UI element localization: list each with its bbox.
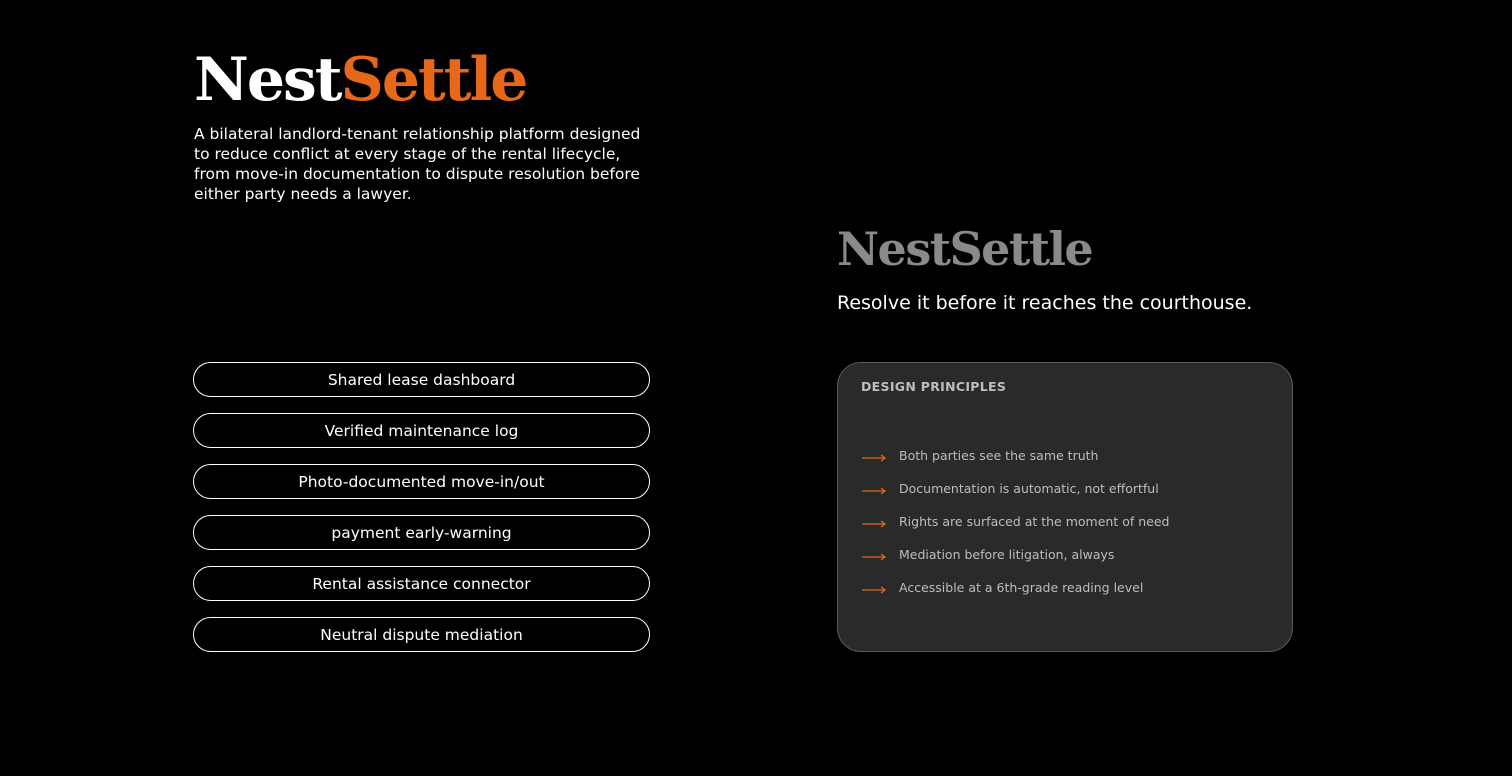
design-principles-card — [837, 362, 1293, 652]
principle-text: Accessible at a 6th-grade reading level — [899, 580, 1144, 595]
feature-pill-shared-lease-dashboard[interactable]: Shared lease dashboard — [193, 362, 650, 397]
principle-item — [861, 505, 1169, 538]
feature-pill-rental-assistance-connector[interactable]: Rental assistance connector — [193, 566, 650, 601]
principle-item — [861, 472, 1169, 505]
feature-pill-neutral-dispute-mediation[interactable]: Neutral dispute mediation — [193, 617, 650, 652]
arrow-right-icon — [861, 482, 889, 496]
arrow-right-icon — [861, 515, 889, 529]
arrow-right-icon — [861, 581, 889, 595]
principle-text: Documentation is automatic, not effortful — [899, 481, 1159, 496]
brand-logo-settle: Settle — [340, 45, 527, 115]
principle-text: Rights are surfaced at the moment of need — [899, 514, 1170, 529]
product-description: A bilateral landlord-tenant relationship platform designed to reduce conflict at every stage of the rental lifecycle, from move-in documentation to dispute resolution before either party needs a lawyer. — [194, 125, 641, 203]
arrow-right-icon — [861, 548, 889, 562]
feature-pill-photo-documented-move[interactable]: Photo-documented move-in/out — [193, 464, 650, 499]
brand-logo — [194, 42, 526, 118]
feature-pill-payment-early-warning[interactable]: payment early-warning — [193, 515, 650, 550]
feature-pill-verified-maintenance-log[interactable]: Verified maintenance log — [193, 413, 650, 448]
principle-item — [861, 439, 1169, 472]
card-title: DESIGN PRINCIPLES — [861, 379, 1007, 394]
brand-tagline: Resolve it before it reaches the courthouse. — [837, 292, 1253, 314]
brand-logo-nest: Nest — [194, 45, 341, 115]
principle-item — [861, 571, 1169, 604]
brand-wordmark-muted: NestSettle — [837, 222, 1093, 276]
principles-list — [861, 439, 1169, 604]
principle-text: Both parties see the same truth — [899, 448, 1099, 463]
arrow-right-icon — [861, 449, 889, 463]
feature-list — [193, 362, 650, 668]
principle-item — [861, 538, 1169, 571]
principle-text: Mediation before litigation, always — [899, 547, 1115, 562]
